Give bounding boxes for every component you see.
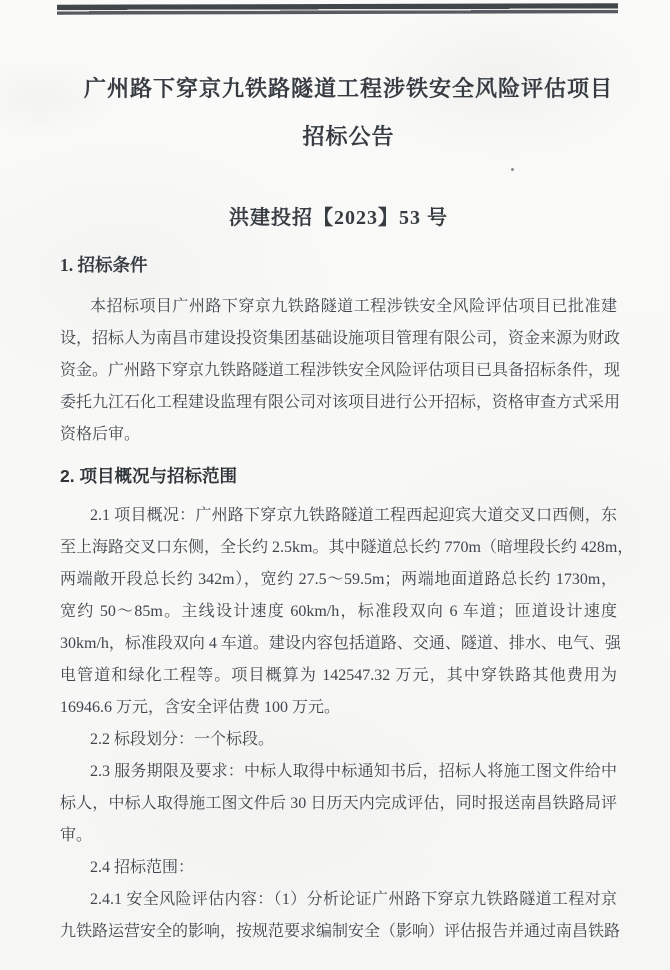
scan-speck-artifact [511,168,514,171]
text-line: 资格后审。 [60,426,141,443]
text-line: 资金。广州路下穿京九铁路隧道工程涉铁安全风险评估项目已具备招标条件，现 [60,362,621,379]
paragraph-project-overview [60,500,634,724]
text-line: 委托九江石化工程建设监理有限公司对该项目进行公开招标，资格审查方式采用 [60,394,621,411]
paragraph-tender-scope [60,852,617,884]
text-line: 2.2 标段划分：一个标段。 [90,731,275,748]
text-line: 标人，中标人取得施工图文件后 30 日历天内完成评估，同时报送南昌铁路局评 [60,795,617,812]
text-line: 2.4 招标范围： [90,859,195,876]
text-line: 2.1 项目概况：广州路下穿京九铁路隧道工程西起迎宾大道交叉口西侧，东 [90,507,617,524]
text-line: 2.3 服务期限及要求：中标人取得中标通知书后，招标人将施工图文件给中 [90,763,617,780]
text-line: 至上海路交叉口东侧，全长约 2.5km。其中隧道总长约 770m（暗埋段长约 428m， [60,539,634,556]
paragraph-lot-division [60,724,617,756]
document-title [60,65,617,161]
text-line: 电管道和绿化工程等。项目概算为 142547.32 万元，其中穿铁路其他费用为 [60,667,617,684]
paragraph-service-period [60,756,617,852]
title-line-1: 广州路下穿京九铁路隧道工程涉铁安全风险评估项目 [83,76,613,101]
section-1-heading: 1. 招标条件 [60,255,148,275]
text-line: 两端敞开段总长约 342m），宽约 27.5～59.5m；两端地面道路总长约 1730m， [60,571,617,588]
text-line: 本招标项目广州路下穿京九铁路隧道工程涉铁安全风险评估项目已批准建 [90,298,617,315]
text-line: 审。 [60,827,93,844]
text-line: 2.4.1 安全风险评估内容：（1）分析论证广州路下穿京九铁路隧道工程对京 [90,891,617,908]
document-number: 洪建投招【2023】53 号 [229,207,448,229]
paragraph-risk-assessment-content [60,884,621,948]
section-2-heading: 2. 项目概况与招标范围 [60,466,237,486]
text-line: 宽约 50～85m。主线设计速度 60km/h，标准段双向 6 车道；匝道设计速度 [60,603,617,620]
title-line-2: 招标公告 [302,124,395,149]
text-line: 16946.6 万元，含安全评估费 100 万元。 [60,699,341,716]
text-line: 设，招标人为南昌市建设投资集团基础设施项目管理有限公司，资金来源为财政 [60,330,621,347]
paragraph-tender-conditions [60,291,621,451]
text-line: 九铁路运营安全的影响，按规范要求编制安全（影响）评估报告并通过南昌铁路 [60,923,621,940]
scan-artifact-bar [57,3,618,14]
text-line: 30km/h，标准段双向 4 车道。建设内容包括道路、交通、隧道、排水、电气、强 [60,635,621,652]
